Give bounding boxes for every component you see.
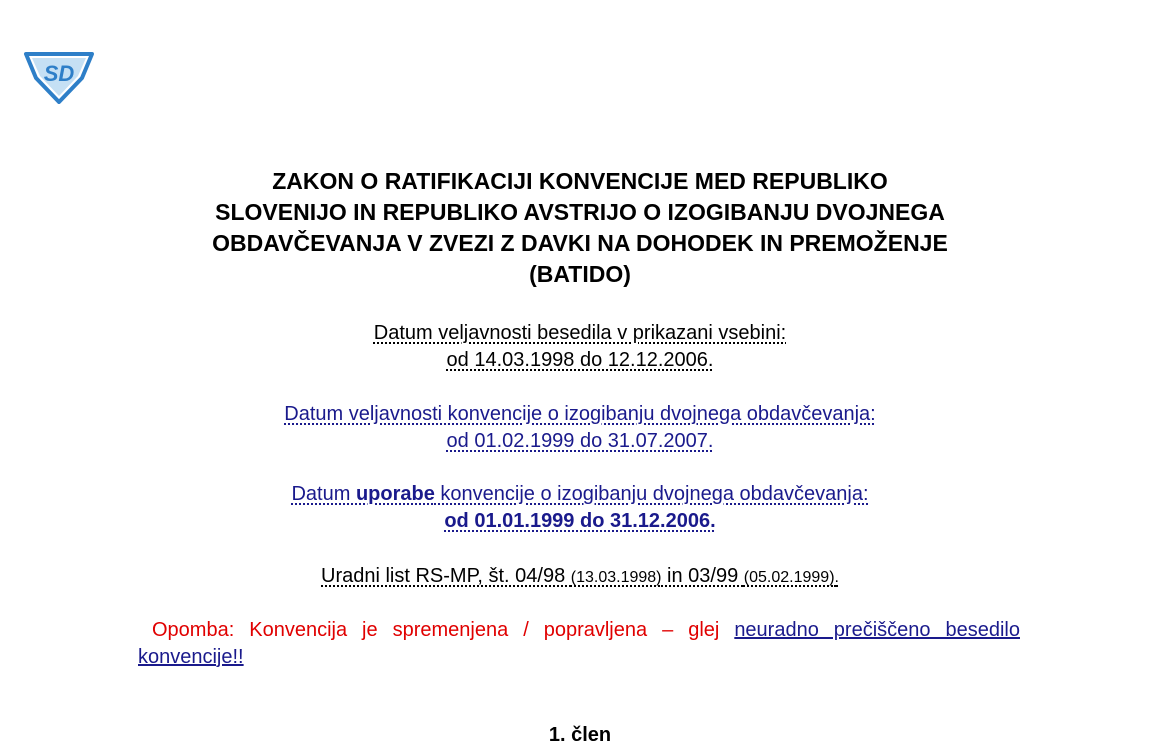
sd-logo xyxy=(22,48,96,104)
note-text: Opomba: Konvencija je spremenjena / popravljena – glej xyxy=(152,619,735,641)
text-validity-range[interactable]: od 14.03.1998 do 12.12.2006. xyxy=(446,349,714,371)
convention-validity-block xyxy=(120,401,1040,455)
gazette-date-1: (13.03.1998) xyxy=(570,569,662,586)
convention-usage-label[interactable] xyxy=(291,483,868,505)
gazette-text-2: in 03/99 xyxy=(661,565,744,587)
convention-validity-range[interactable]: od 01.02.1999 do 31.07.2007. xyxy=(446,430,714,452)
gazette-end: . xyxy=(834,569,839,586)
text-validity-block xyxy=(120,320,1040,374)
usage-label-bold: uporabe xyxy=(355,483,435,505)
logo-text: SD xyxy=(43,61,75,86)
consolidated-text-link[interactable]: neuradno prečiščeno besedilo konvencije!! xyxy=(138,619,1020,668)
title-line-2: SLOVENIJO IN REPUBLIKO AVSTRIJO O IZOGIBANJU DVOJNEGA xyxy=(215,199,945,225)
document-title xyxy=(120,166,1040,290)
convention-usage-block xyxy=(120,481,1040,535)
gazette-date-2: (05.02.1999) xyxy=(743,569,835,586)
official-gazette-link[interactable] xyxy=(321,565,839,587)
gazette-text-1: Uradni list RS-MP, št. 04/98 xyxy=(321,565,571,587)
note-paragraph xyxy=(138,617,1020,671)
title-line-1: ZAKON O RATIFIKACIJI KONVENCIJE MED REPUBLIKO xyxy=(272,168,888,194)
official-gazette-line xyxy=(120,563,1040,591)
article-heading: 1. člen xyxy=(548,724,612,746)
usage-label-prefix: Datum xyxy=(291,483,356,505)
title-line-4: (BATIDO) xyxy=(529,261,631,287)
convention-validity-label[interactable]: Datum veljavnosti konvencije o izogibanju dvojnega obdavčevanja: xyxy=(284,403,876,425)
text-validity-label[interactable]: Datum veljavnosti besedila v prikazani vsebini: xyxy=(373,322,787,344)
usage-label-suffix: konvencije o izogibanju dvojnega obdavčevanja: xyxy=(434,483,869,505)
convention-usage-range[interactable]: od 01.01.1999 do 31.12.2006. xyxy=(444,510,716,532)
title-line-3: OBDAVČEVANJA V ZVEZI Z DAVKI NA DOHODEK IN PREMOŽENJE xyxy=(212,230,948,256)
